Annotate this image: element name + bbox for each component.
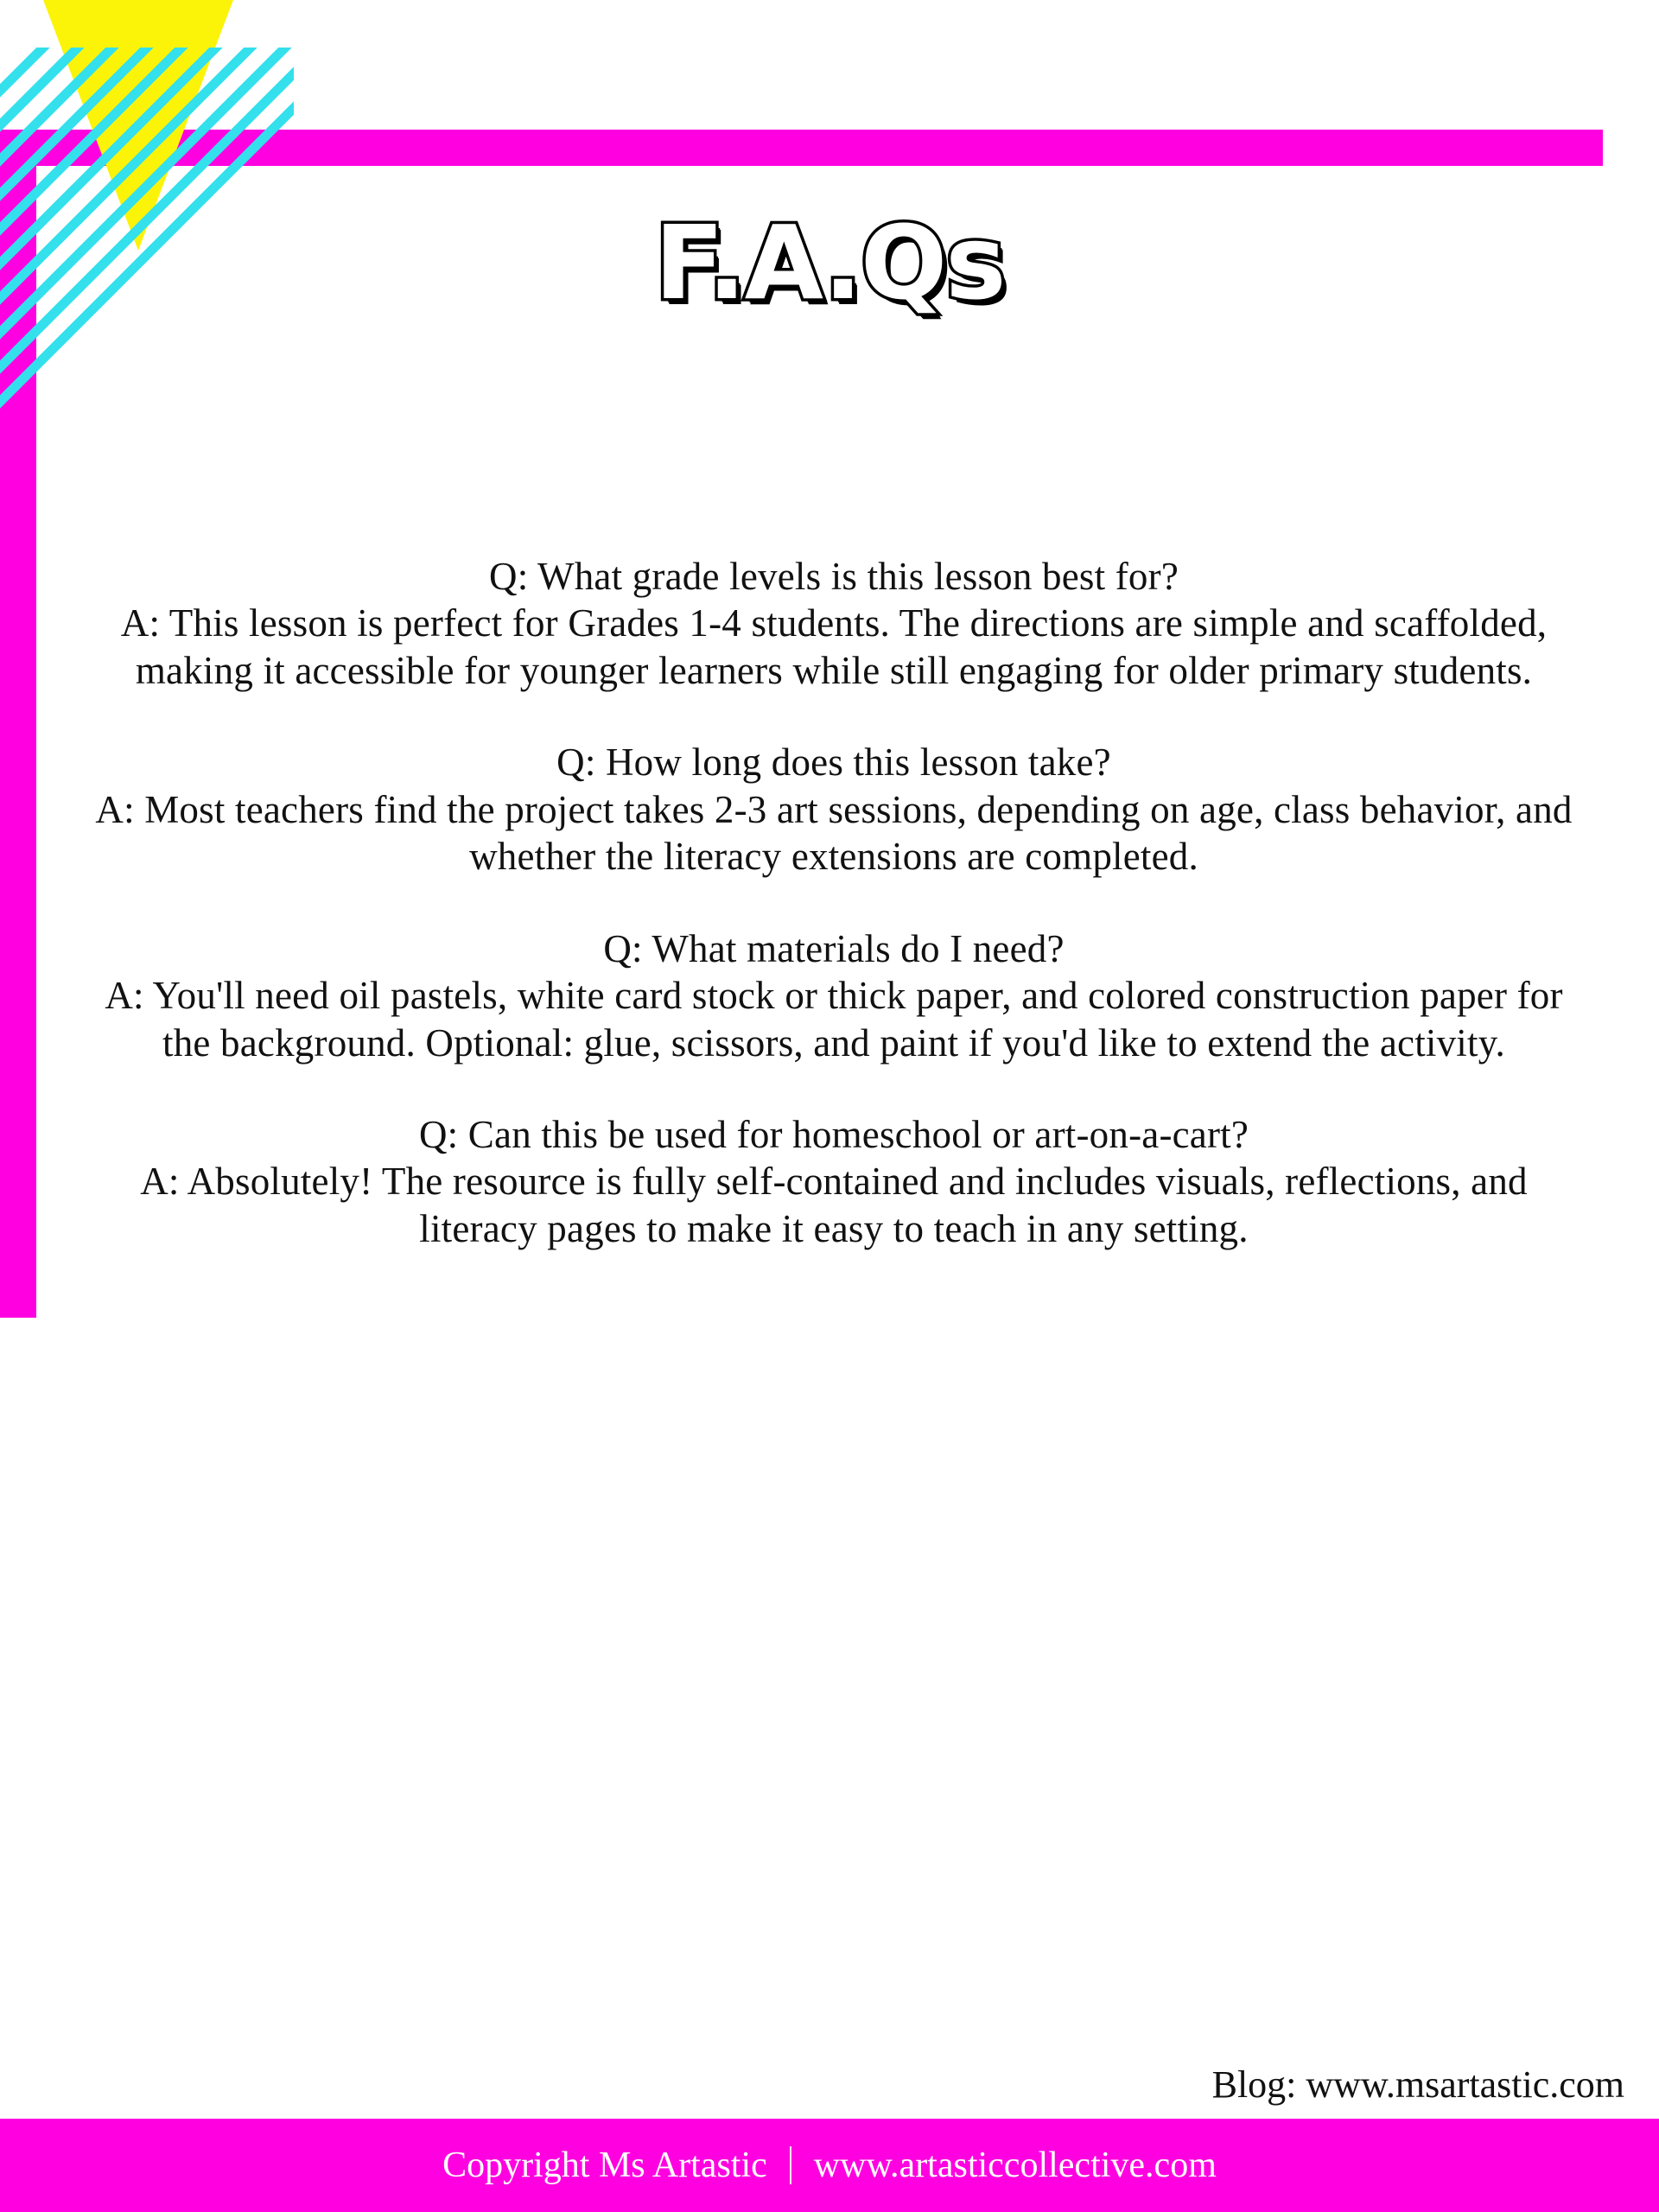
blog-url: Blog: www.msartastic.com xyxy=(1211,2063,1624,2106)
footer-divider xyxy=(790,2146,791,2184)
faq-question: Q: Can this be used for homeschool or art-on-a-cart? xyxy=(418,1112,1249,1156)
faq-item xyxy=(60,925,1607,1066)
faq-item xyxy=(60,739,1607,880)
page-title-container xyxy=(0,203,1659,322)
faq-item xyxy=(60,1111,1607,1252)
faq-list xyxy=(60,553,1607,1297)
faq-question: Q: What grade levels is this lesson best for? xyxy=(489,555,1179,598)
faq-answer: A: You'll need oil pastels, white card stock or thick paper, and colored construction paper for the background. Optional: glue, scissors, and paint if you'd like to extend the activity. xyxy=(105,974,1563,1065)
footer-website: www.artasticcollective.com xyxy=(813,2145,1217,2185)
footer-content xyxy=(0,2119,1659,2212)
faq-item xyxy=(60,553,1607,694)
page-title: F.A.Qs xyxy=(654,203,1005,322)
faq-answer: A: Most teachers find the project takes 2-3 art sessions, depending on age, class behavior, and whether the literacy extensions are completed. xyxy=(95,787,1573,879)
faq-answer: A: Absolutely! The resource is fully self-contained and includes visuals, reflections, and literacy pages to make it easy to teach in any setting. xyxy=(140,1160,1528,1250)
faq-question: Q: What materials do I need? xyxy=(603,926,1065,970)
faq-question: Q: How long does this lesson take? xyxy=(556,741,1111,785)
copyright-text: Copyright Ms Artastic xyxy=(442,2145,767,2185)
faq-answer: A: This lesson is perfect for Grades 1-4 students. The directions are simple and scaffolded, making it accessible for younger learners while still engaging for older primary students. xyxy=(120,601,1548,692)
